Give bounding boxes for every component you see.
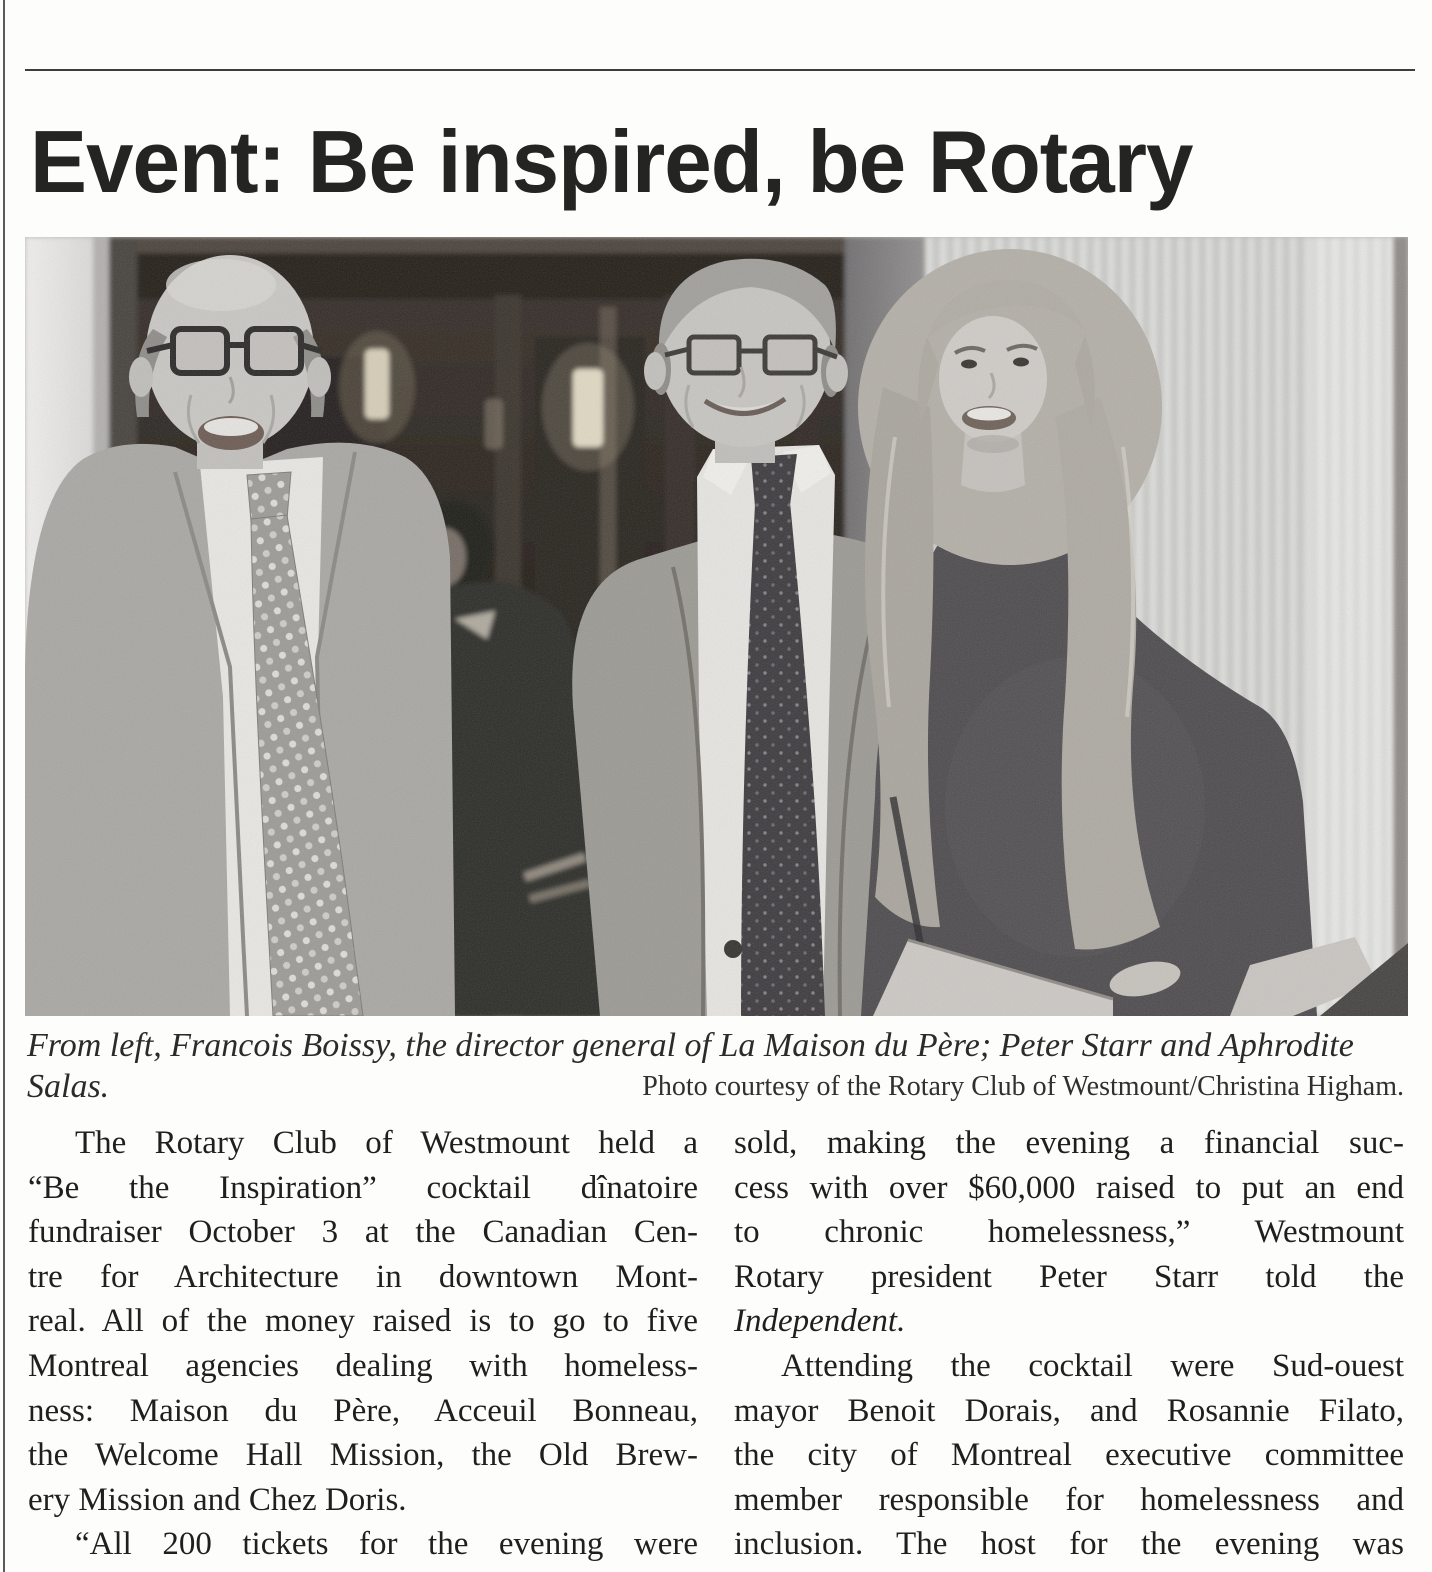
article-column-right (734, 1121, 1404, 1567)
article-body (28, 1121, 1404, 1567)
article-line: inclusion. The host for the evening was (734, 1526, 1404, 1563)
article-line: member responsible for homelessness and (734, 1481, 1404, 1518)
photo-illustration (25, 237, 1408, 1016)
article-line: “All 200 tickets for the evening were (75, 1526, 698, 1563)
article-line: fundraiser October 3 at the Canadian Cen- (28, 1214, 698, 1251)
article-line: the city of Montreal executive committee (734, 1437, 1404, 1474)
article-line: Independent. (734, 1303, 906, 1340)
article-line: “Be the Inspiration” cocktail dînatoire (28, 1169, 698, 1206)
article-line: real. All of the money raised is to go to five (28, 1303, 698, 1340)
article-line: Attending the cocktail were Sud-ouest (781, 1347, 1404, 1384)
article-line: Rotary president Peter Starr told the (734, 1258, 1404, 1295)
film-grain-overlay (25, 237, 1408, 1016)
photo-credit: Photo courtesy of the Rotary Club of Westmount/Christina Higham. (642, 1071, 1404, 1102)
article-line: The Rotary Club of Westmount held a (75, 1125, 698, 1161)
article-column-left (28, 1121, 698, 1567)
article-line: mayor Benoit Dorais, and Rosannie Filato, (734, 1392, 1404, 1429)
article-line: ness: Maison du Père, Acceuil Bonneau, (28, 1392, 698, 1429)
photo-caption: From left, Francois Boissy, the director general of La Maison du Père; Peter Starr and Aphrodite Salas. (27, 1027, 1354, 1105)
article-line: to chronic homelessness,” Westmount (734, 1214, 1404, 1251)
article-line: ery Mission and Chez Doris. (28, 1481, 407, 1518)
article-line: sold, making the evening a financial suc- (734, 1125, 1404, 1161)
article-line: tre for Architecture in downtown Mont- (28, 1258, 698, 1295)
section-divider-rule (25, 69, 1415, 71)
article-line: Montreal agencies dealing with homeless- (28, 1347, 698, 1384)
headline: Event: Be inspired, be Rotary (30, 112, 1193, 211)
article-line: the Welcome Hall Mission, the Old Brew- (28, 1437, 698, 1474)
article-line: cess with over $60,000 raised to put an end (734, 1169, 1404, 1206)
column-rule (3, 0, 5, 1572)
article-photo (25, 237, 1408, 1016)
